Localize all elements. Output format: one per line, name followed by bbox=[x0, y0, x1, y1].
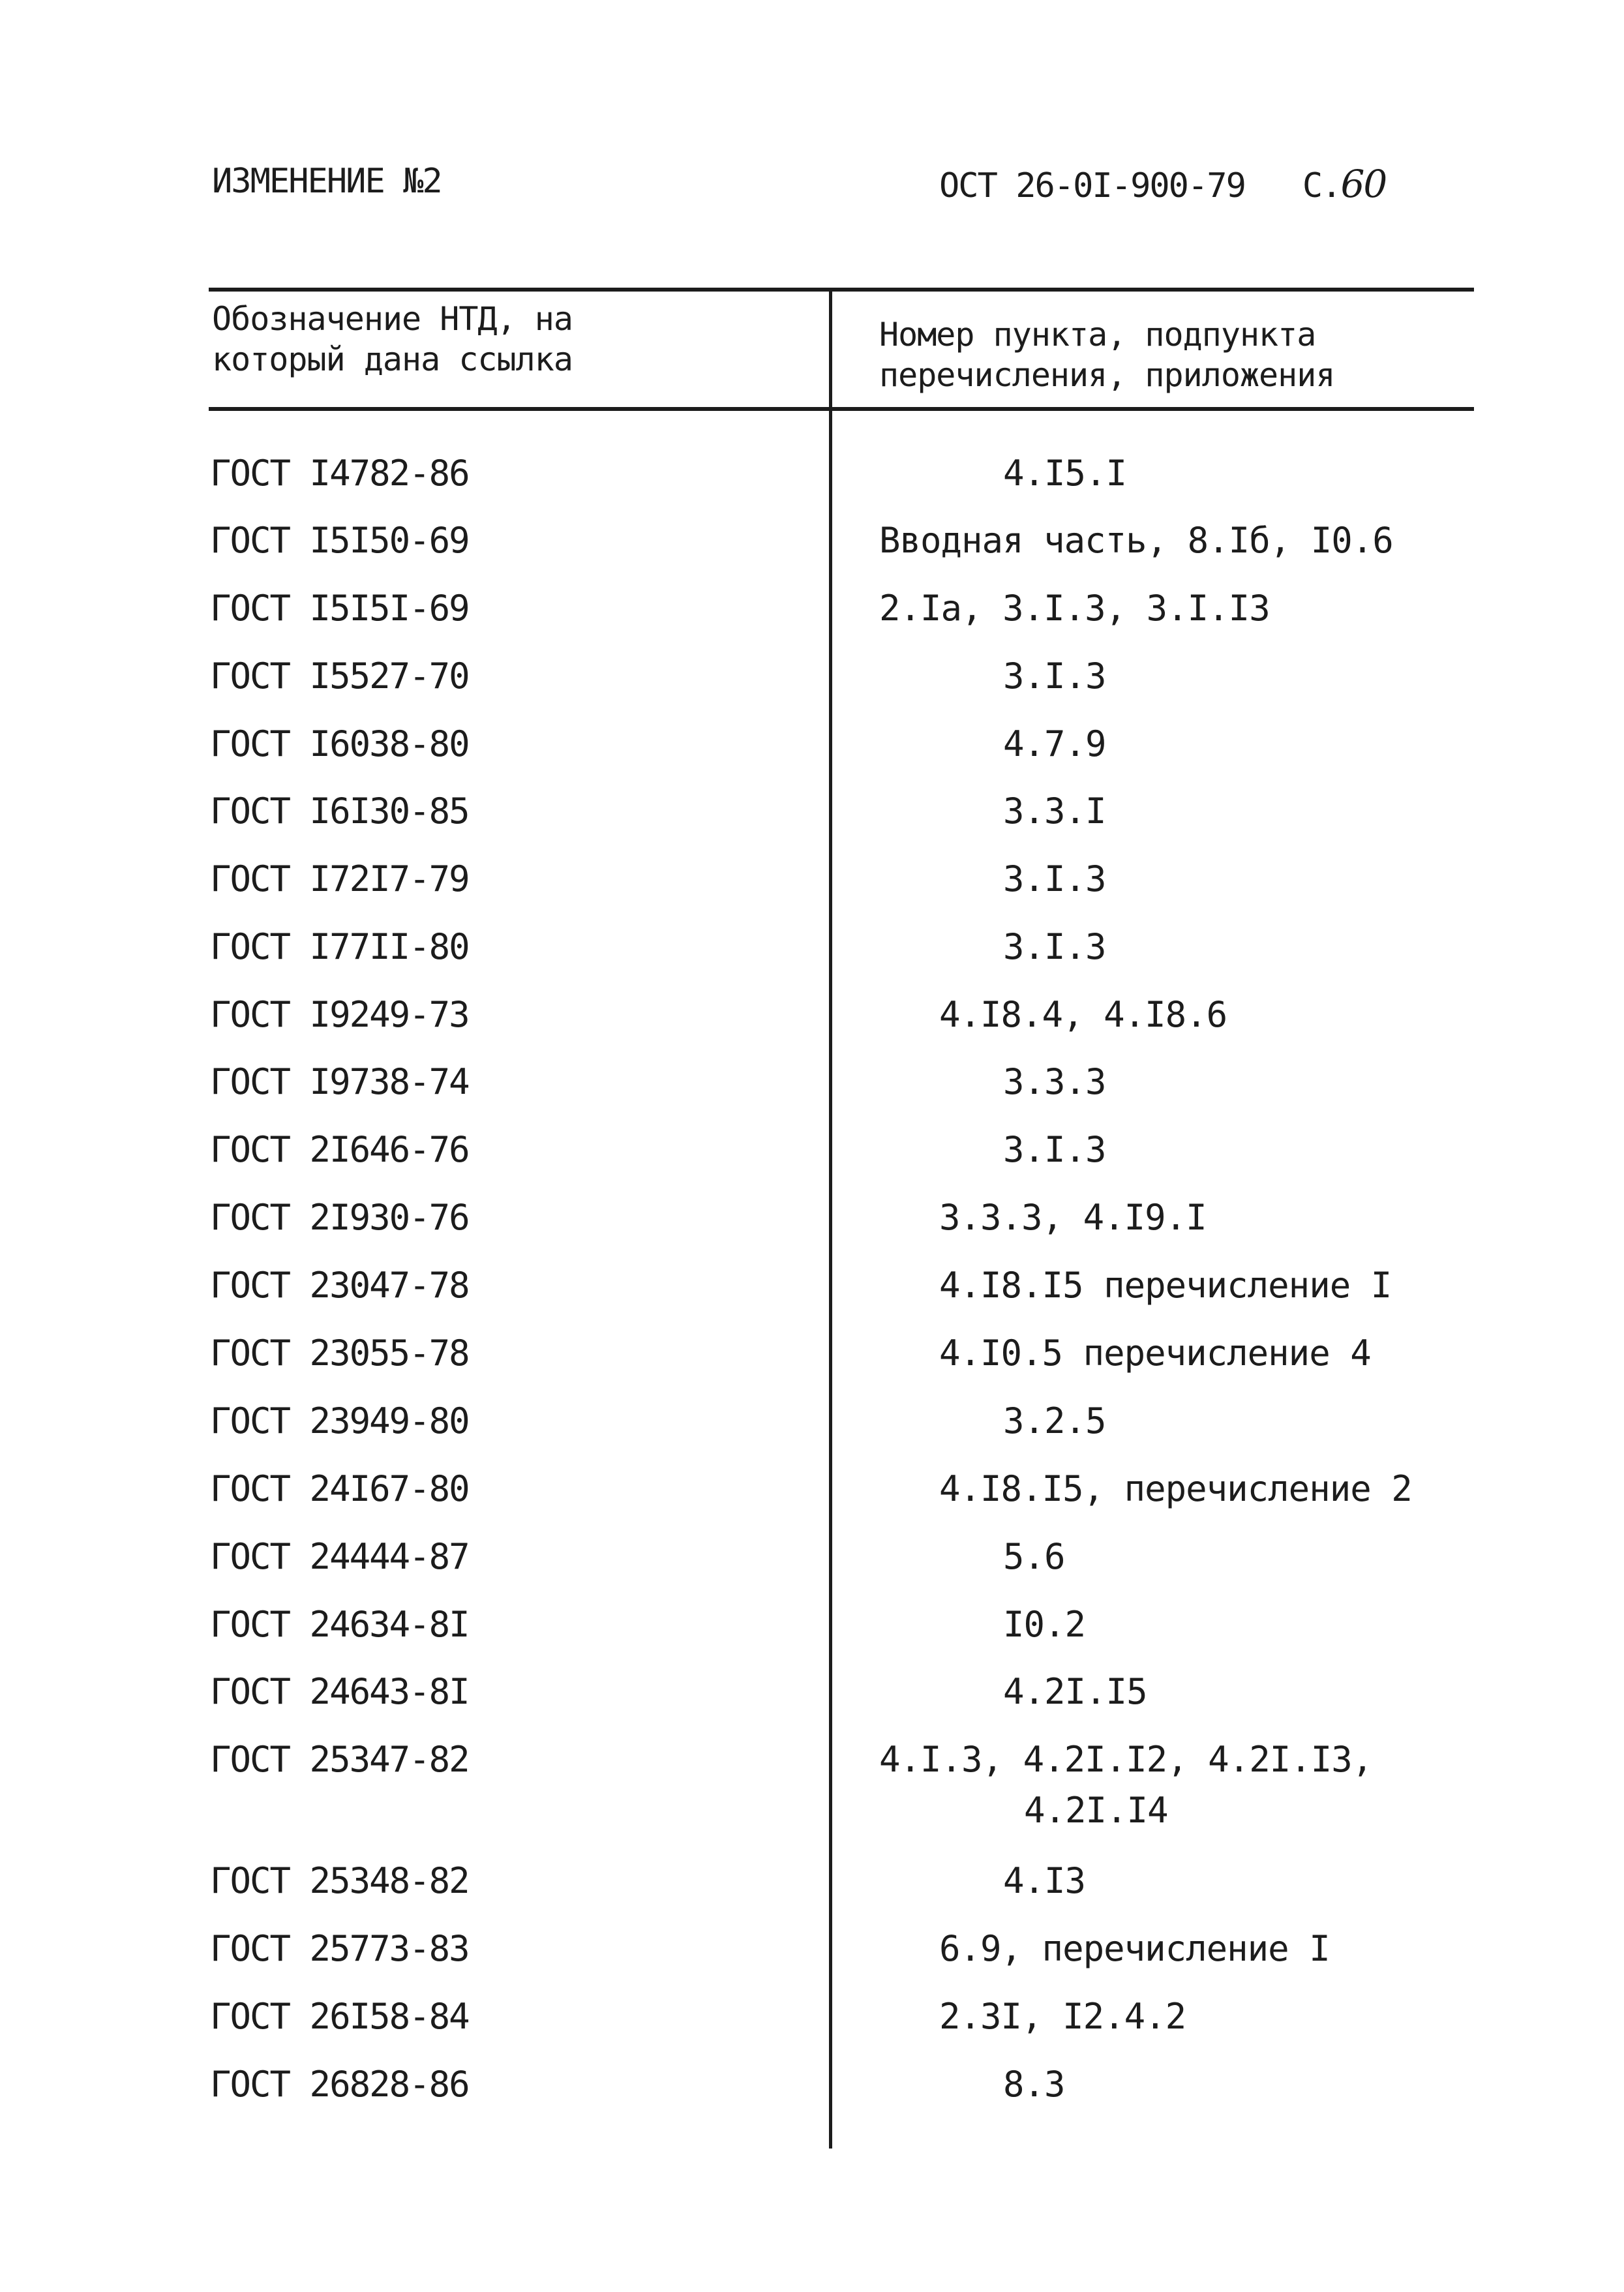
clause-reference-line: 4.2I.I4 bbox=[1024, 1790, 1168, 1831]
referenced-document: ГОСТ 25348-82 bbox=[210, 1860, 469, 1901]
table-row bbox=[0, 1333, 1624, 1398]
clause-reference-line: 4.I.3, 4.2I.I2, 4.2I.I3, bbox=[879, 1739, 1373, 1780]
page-number: 60 bbox=[1340, 162, 1387, 206]
referenced-document: ГОСТ 24444-87 bbox=[210, 1536, 469, 1577]
clause-reference-line: Вводная часть, 8.Iб, I0.6 bbox=[879, 520, 1393, 561]
table-row bbox=[0, 1672, 1624, 1737]
table-row bbox=[0, 1265, 1624, 1331]
table-row bbox=[0, 2064, 1624, 2130]
clause-reference-line: 3.I.3 bbox=[1003, 1129, 1106, 1170]
clause-references bbox=[1003, 786, 1106, 837]
clause-reference-line: 3.2.5 bbox=[1003, 1400, 1106, 1441]
column-header-line: Обозначение НТД, на bbox=[212, 300, 573, 338]
clause-references bbox=[1003, 1856, 1085, 1907]
clause-reference-line: 3.I.3 bbox=[1003, 926, 1106, 967]
clause-references bbox=[1003, 719, 1106, 770]
clause-reference-line: 4.I3 bbox=[1003, 1860, 1086, 1901]
column-header-line: перечисления, приложения bbox=[879, 356, 1335, 394]
column-header-line: Номер пункта, подпункта bbox=[879, 316, 1316, 354]
table-row bbox=[0, 1469, 1624, 1534]
clause-references bbox=[1003, 1057, 1106, 1108]
referenced-document: ГОСТ I9249-73 bbox=[210, 994, 469, 1035]
clause-reference-line: 4.I8.4, 4.I8.6 bbox=[939, 994, 1227, 1035]
referenced-document: ГОСТ 26828-86 bbox=[210, 2064, 469, 2105]
table-row bbox=[0, 927, 1624, 992]
clause-references bbox=[1003, 1666, 1147, 1717]
clause-reference-line: 4.2I.I5 bbox=[1003, 1671, 1147, 1712]
referenced-document: ГОСТ 2I930-76 bbox=[210, 1197, 469, 1238]
table-row bbox=[0, 859, 1624, 924]
clause-reference-line: 4.I8.I5, перечисление 2 bbox=[939, 1468, 1412, 1509]
referenced-document: ГОСТ 23949-80 bbox=[210, 1400, 469, 1441]
clause-reference-line: 3.3.3, 4.I9.I bbox=[939, 1197, 1207, 1238]
standard-designation: ОСТ 26-0I-900-79 bbox=[939, 166, 1245, 205]
referenced-document: ГОСТ 25773-83 bbox=[210, 1928, 469, 1969]
clause-references bbox=[1003, 2059, 1065, 2110]
table-row bbox=[0, 588, 1624, 654]
referenced-document: ГОСТ I4782-86 bbox=[210, 453, 469, 494]
clause-references bbox=[939, 1328, 1371, 1379]
table-row bbox=[0, 1130, 1624, 1195]
referenced-document: ГОСТ 23047-78 bbox=[210, 1265, 469, 1306]
referenced-document: ГОСТ 2I646-76 bbox=[210, 1129, 469, 1170]
clause-references bbox=[939, 1260, 1391, 1311]
clause-references bbox=[1003, 1531, 1065, 1582]
table-row bbox=[0, 1929, 1624, 1994]
referenced-document: ГОСТ I9738-74 bbox=[210, 1061, 469, 1102]
clause-reference-line: 3.3.I bbox=[1003, 791, 1106, 832]
referenced-document: ГОСТ 25347-82 bbox=[210, 1739, 469, 1780]
column-header-line: который дана ссылка bbox=[212, 340, 573, 378]
clause-references bbox=[939, 1192, 1207, 1243]
clause-references bbox=[1003, 1599, 1085, 1650]
table-row bbox=[0, 1198, 1624, 1263]
table-row bbox=[0, 1997, 1624, 2062]
referenced-document: ГОСТ I72I7-79 bbox=[210, 858, 469, 899]
clause-references bbox=[939, 1464, 1412, 1515]
clause-reference-line: 4.I8.I5 перечисление I bbox=[939, 1265, 1392, 1306]
table-row bbox=[0, 1605, 1624, 1670]
table-row bbox=[0, 1062, 1624, 1127]
clause-reference-line: 4.7.9 bbox=[1003, 723, 1106, 764]
table-row bbox=[0, 656, 1624, 721]
clause-reference-line: 4.I5.I bbox=[1003, 453, 1127, 494]
clause-reference-line: I0.2 bbox=[1003, 1604, 1086, 1645]
clause-references bbox=[1003, 1124, 1106, 1175]
clause-reference-line: 6.9, перечисление I bbox=[939, 1928, 1330, 1969]
referenced-document: ГОСТ 23055-78 bbox=[210, 1333, 469, 1374]
referenced-document: ГОСТ 24643-8I bbox=[210, 1671, 469, 1712]
clause-references bbox=[1003, 922, 1106, 973]
clause-references bbox=[879, 515, 1393, 566]
table-row bbox=[0, 724, 1624, 789]
referenced-document: ГОСТ 24634-8I bbox=[210, 1604, 469, 1645]
referenced-document: ГОСТ I5I5I-69 bbox=[210, 588, 469, 629]
clause-references bbox=[939, 1923, 1330, 1974]
referenced-document: ГОСТ 24I67-80 bbox=[210, 1468, 469, 1509]
clause-reference-line: 5.6 bbox=[1003, 1536, 1065, 1577]
clause-reference-line: 3.I.3 bbox=[1003, 858, 1106, 899]
clause-references bbox=[1003, 854, 1106, 905]
table-row bbox=[0, 453, 1624, 519]
table-row bbox=[0, 520, 1624, 586]
clause-reference-line: 2.Iа, 3.I.3, 3.I.I3 bbox=[879, 588, 1270, 629]
table-row bbox=[0, 1861, 1624, 1926]
page-prefix: С. bbox=[1302, 166, 1341, 205]
referenced-document: ГОСТ I5I50-69 bbox=[210, 520, 469, 561]
table-row bbox=[0, 1401, 1624, 1466]
change-number: ИЗМЕНЕНИЕ №2 bbox=[212, 162, 442, 201]
table-row bbox=[0, 995, 1624, 1060]
referenced-document: ГОСТ 26I58-84 bbox=[210, 1996, 469, 2037]
clause-reference-line: 3.3.3 bbox=[1003, 1061, 1106, 1102]
clause-references bbox=[1003, 651, 1106, 702]
clause-references bbox=[1003, 1396, 1106, 1447]
table-row bbox=[0, 791, 1624, 856]
referenced-document: ГОСТ I77II-80 bbox=[210, 926, 469, 967]
clause-references bbox=[939, 989, 1227, 1040]
clause-reference-line: 4.I0.5 перечисление 4 bbox=[939, 1333, 1371, 1374]
clause-references bbox=[879, 1734, 1372, 1836]
clause-references bbox=[1003, 448, 1126, 499]
clause-reference-line: 3.I.3 bbox=[1003, 656, 1106, 697]
referenced-document: ГОСТ I6I30-85 bbox=[210, 791, 469, 832]
clause-references bbox=[879, 583, 1270, 634]
clause-references bbox=[939, 1991, 1186, 2042]
referenced-document: ГОСТ I6038-80 bbox=[210, 723, 469, 764]
referenced-document: ГОСТ I5527-70 bbox=[210, 656, 469, 697]
clause-reference-line: 8.3 bbox=[1003, 2064, 1065, 2105]
table-row bbox=[0, 1739, 1624, 1831]
table-row bbox=[0, 1537, 1624, 1602]
clause-reference-line: 2.3I, I2.4.2 bbox=[939, 1996, 1186, 2037]
